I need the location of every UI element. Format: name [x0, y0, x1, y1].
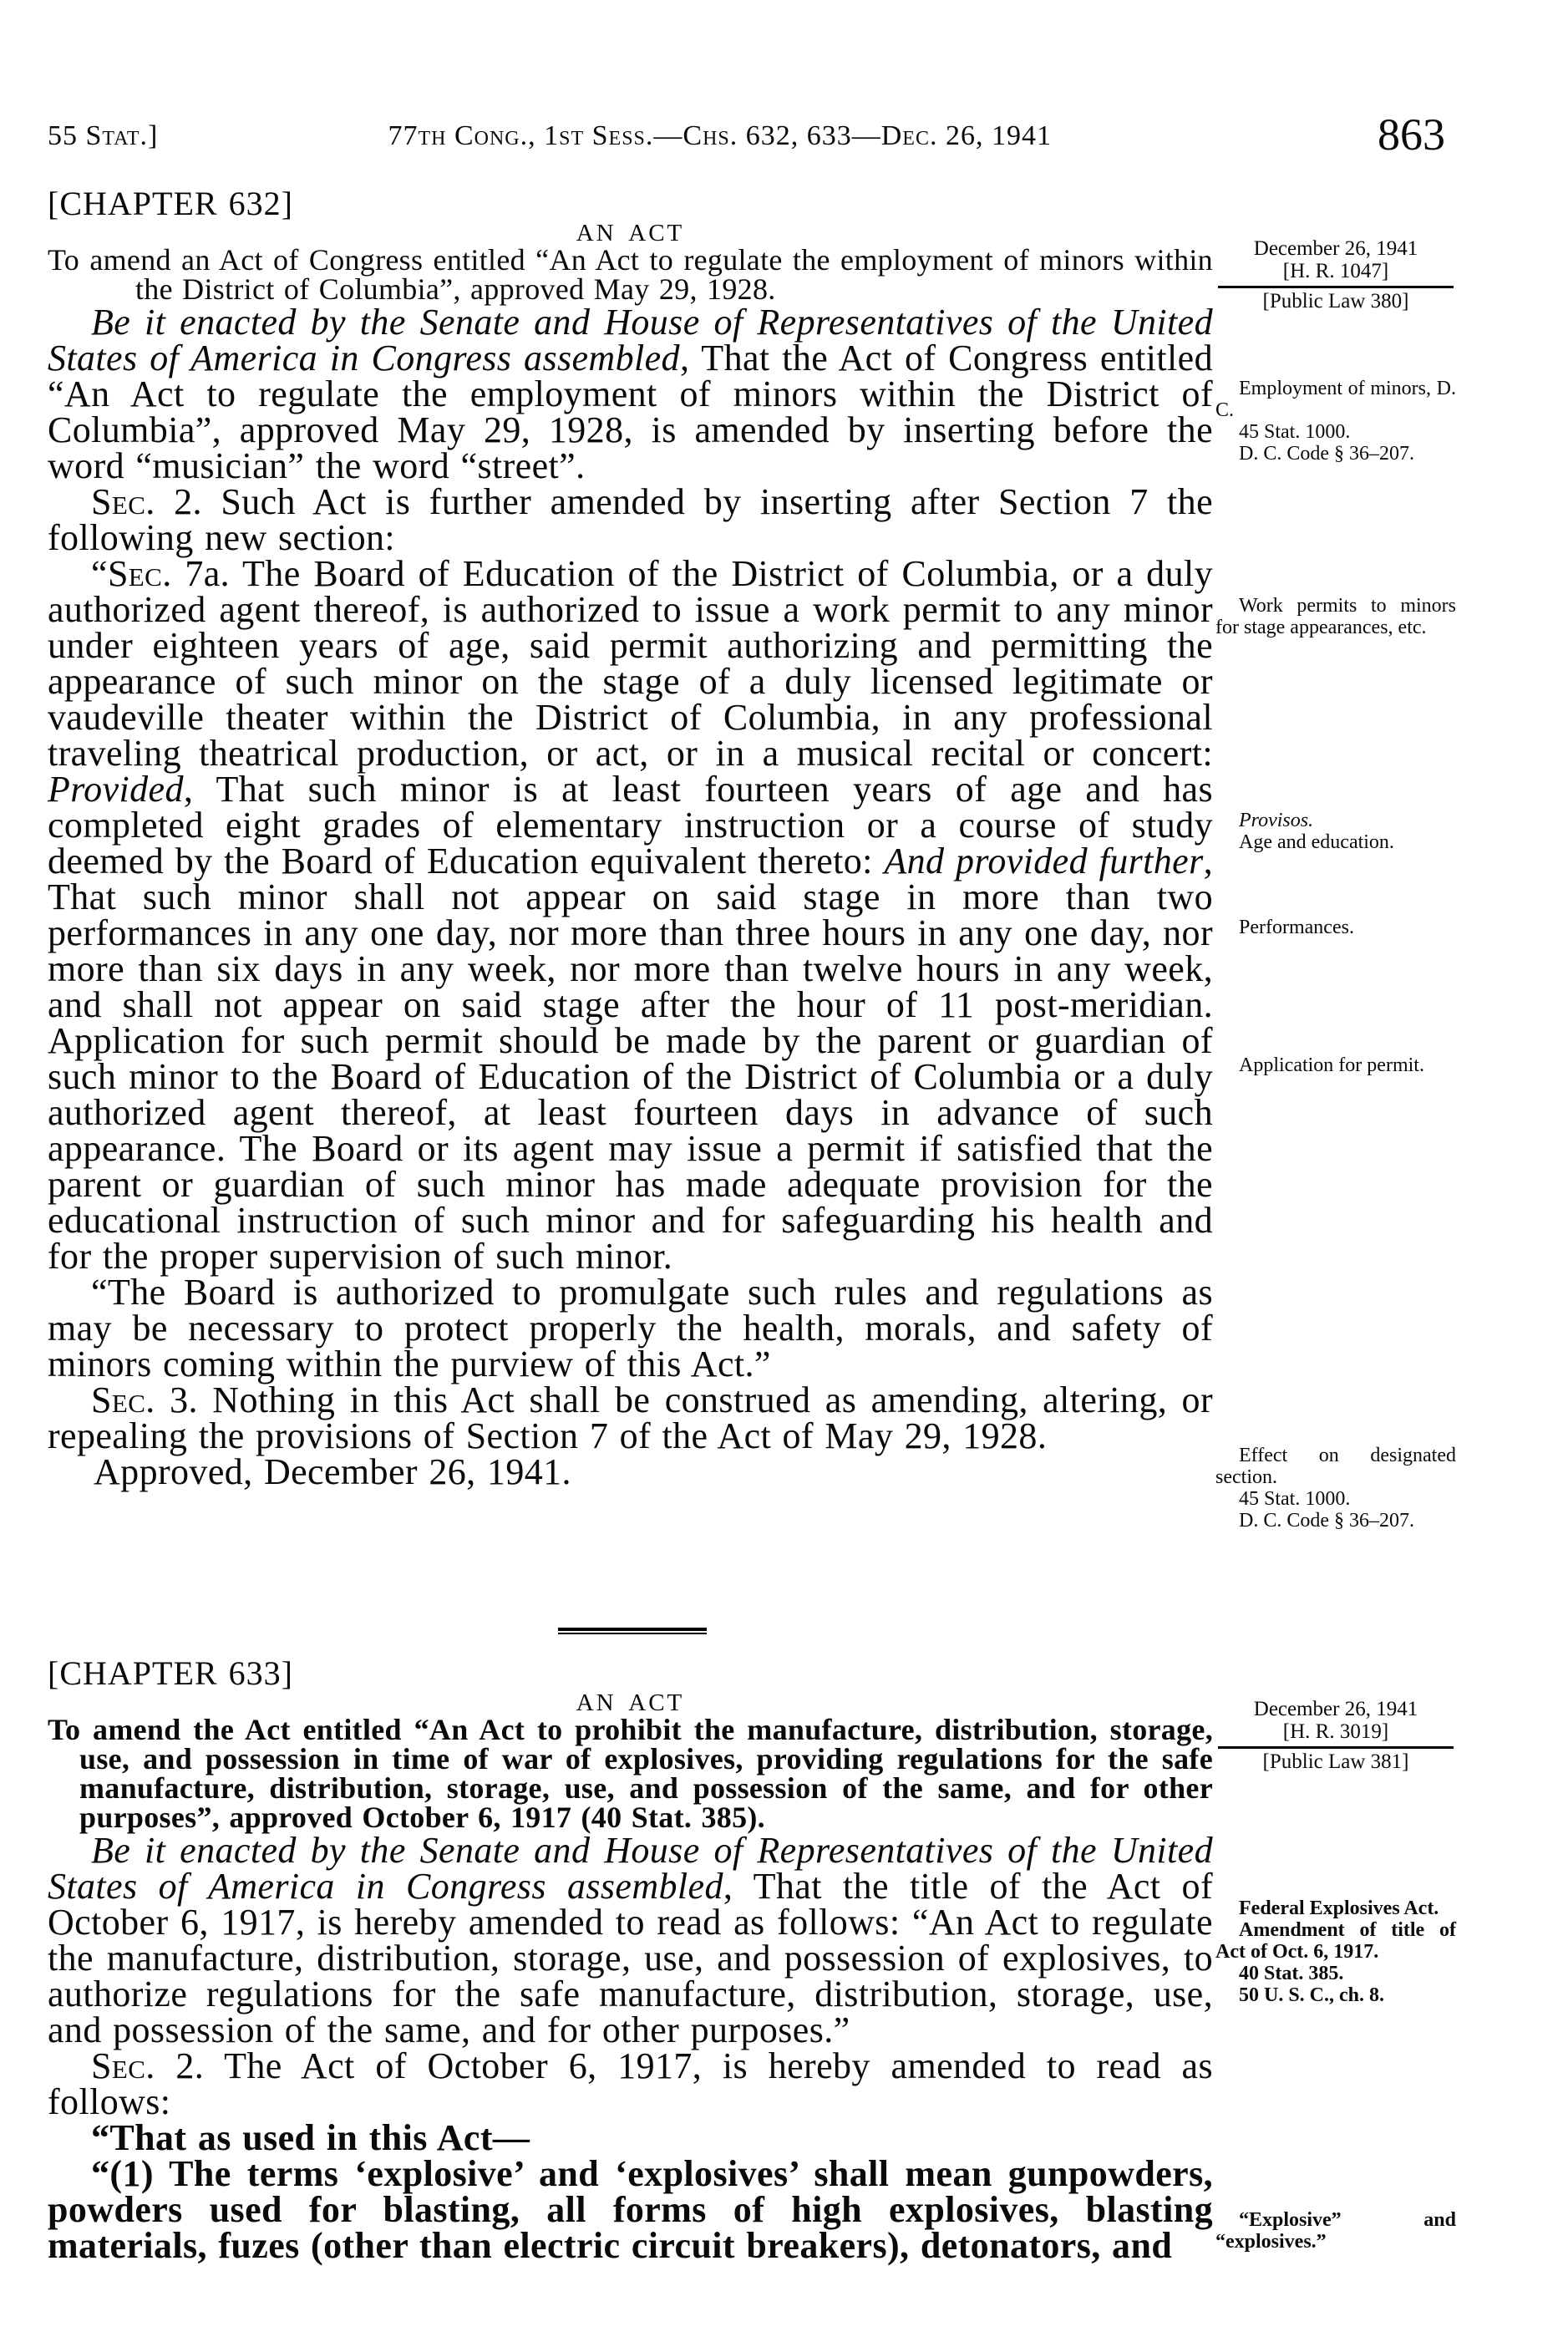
section-7a-text-c: , That such minor shall not appear on said stage in more than two performances in any one day, nor more than three hours in any one day, nor more than six days in any week, nor more than twelve hours in any week, and shall not appear on said stage after the hour of 11 post-meridian. Application for such permit should be made by the parent or guardian of such minor to the Board of Education of the District of Columbia or a duly authorized agent thereof, at least fourteen days in advance of such appearance. The Board or its agent may issue a permit if satisfied that the parent or guardian of such minor has made adequate provision for the educational instruction of such minor and for safeguarding his health and for the proper supervision of such minor. [48, 841, 1214, 1277]
chapter-label: [CHAPTER 632] [48, 185, 293, 222]
chapter-label: [CHAPTER 633] [48, 1654, 293, 1692]
margin-note-paragraph: Provisos. [1239, 810, 1314, 831]
enacting-text: , That the title of the Act of October 6, 1917, is hereby amended to read as follows: “An Act to regulate the manufacture, distribution, storage, use, and possession of explosives, to authorize regulations for the safe manufacture, distribution, storage, use, and possession of the same, and for other purposes.” [48, 1866, 1213, 2050]
margin-citation: 50 U. S. C., ch. 8. [1239, 1984, 1385, 2006]
enacting-text: , That the Act of Congress entitled “An Act to regulate the employment of minors within the District of Columbia”, approved May 29, 1928, is amended by inserting before the word “musician” the word “street”. [48, 338, 1213, 486]
enacting-formula: Be it enacted by the Senate and House of Representatives of the United States of America in Congress assembled [48, 1830, 1213, 1907]
public-law-number: [Public Law 380] [1262, 290, 1409, 312]
enacting-formula: Be it enacted by the Senate and House of Representatives of the United States of America in Congress assembled [48, 302, 1213, 378]
public-law-number: [Public Law 381] [1262, 1750, 1409, 1773]
act-heading: AN ACT [576, 220, 685, 246]
section-word: Sec. [91, 481, 155, 522]
section-2-paragraph [48, 2045, 1213, 2122]
margin-note-federal-explosives [1215, 1897, 1456, 2006]
margin-note-paragraph: Employment of minors, D. C. [1215, 378, 1456, 421]
definitions-lead-paragraph: “That as used in this Act— [91, 2117, 530, 2158]
approval-line: Approved, December 26, 1941. [94, 1451, 571, 1492]
margin-rule [1218, 1746, 1454, 1749]
margin-note-application [1215, 1054, 1456, 1076]
margin-rule [1218, 286, 1454, 288]
further-proviso-term: And provided further [884, 841, 1204, 881]
act-preamble: To amend the Act entitled “An Act to prohibit the manufacture, distribution, storage, use, and possession in time of war of explosives, providing regulations for the safe manufacture, distribution, storage, use, and possession of the same, and for other purposes”, approved October 6, 1917 (40 Stat. 385). [48, 1713, 1213, 1834]
margin-note-paragraph: Performances. [1239, 917, 1354, 938]
margin-note-paragraph: “Explosive” and “explosives.” [1215, 2209, 1456, 2253]
section-word: Sec. [91, 2045, 155, 2086]
margin-date-block-633 [1218, 1698, 1454, 1773]
margin-note-provisos [1215, 810, 1456, 853]
section-7a-text-a: 7a. The Board of Education of the District of Columbia, or a duly authorized agent thereof, is authorized to issue a work permit to any minor under eighteen years of age, said permit authorizing and permitting the appearance of such minor on the stage of a duly licensed legitimate or vaudeville theater within the District of Columbia, in any professional traveling theatrical production, or act, or in a musical recital or concert: [48, 553, 1213, 774]
margin-citation: 45 Stat. 1000. [1239, 421, 1351, 443]
chapter-632-section [48, 187, 1213, 1490]
margin-note-explosive-terms [1215, 2209, 1456, 2253]
section-7a-paragraph [48, 553, 1214, 1277]
date-line: December 26, 1941 [1253, 237, 1418, 260]
margin-citation: 45 Stat. 1000. [1239, 1488, 1351, 1510]
section-3-paragraph [48, 1379, 1213, 1456]
chapter-633-section [48, 1654, 1213, 2266]
section-2-text: 2. The Act of October 6, 1917, is hereby amended to read as follows: [48, 2045, 1213, 2122]
margin-note-paragraph: Age and education. [1239, 831, 1394, 853]
margin-note-effect [1215, 1445, 1456, 1532]
section-word: Sec. [107, 553, 172, 594]
chapter-divider [558, 1628, 707, 1634]
section-3-text: 3. Nothing in this Act shall be construed as amending, altering, or repealing the provisions of Section 7 of the Act of May 29, 1928. [48, 1379, 1213, 1456]
margin-note-work-permits [1215, 595, 1456, 638]
margin-note-paragraph: Application for permit. [1239, 1054, 1424, 1076]
bill-number: [H. R. 1047] [1282, 260, 1389, 282]
running-head: 77th Cong., 1st Sess.—Chs. 632, 633—Dec. 26, 1941 [388, 120, 1052, 151]
enacting-clause-paragraph [48, 304, 1213, 484]
act-heading: AN ACT [576, 1689, 685, 1716]
section-2-paragraph [48, 481, 1213, 558]
margin-note-paragraph: Federal Explosives Act. [1239, 1897, 1439, 1919]
section-7a-text-b: , That such minor is at least fourteen years of age and has completed eight grades of elementary instruction or a course of study deemed by the Board of Education equivalent thereto: [48, 769, 1213, 881]
date-line: December 26, 1941 [1253, 1698, 1418, 1720]
bill-number: [H. R. 3019] [1282, 1720, 1389, 1743]
margin-note-paragraph: Work permits to minors for stage appearances, etc. [1215, 595, 1456, 638]
act-preamble: To amend an Act of Congress entitled “An Act to regulate the employment of minors within the District of Columbia”, approved May 29, 1928. [48, 243, 1213, 306]
volume-ref: 55 Stat.] [48, 120, 159, 151]
definition-1-paragraph: “(1) The terms ‘explosive’ and ‘explosives’ shall mean gunpowders, powders used for blasting, all forms of high explosives, blasting materials, fuzes (other than electric circuit breakers), detonators, and [48, 2153, 1213, 2266]
margin-citation: D. C. Code § 36–207. [1239, 1510, 1414, 1532]
margin-citation: 40 Stat. 385. [1239, 1963, 1344, 1984]
page-header [48, 109, 1445, 165]
enacting-clause-paragraph [48, 1832, 1213, 2048]
open-quote: “ [91, 553, 108, 594]
margin-date-block-632 [1218, 237, 1454, 312]
section-2-text: 2. Such Act is further amended by inserting after Section 7 the following new section: [48, 481, 1213, 558]
proviso-term: Provided [48, 769, 184, 810]
margin-citation: D. C. Code § 36–207. [1239, 443, 1414, 465]
margin-note-paragraph: Amendment of title of Act of Oct. 6, 1917. [1215, 1919, 1456, 1963]
section-word: Sec. [91, 1379, 155, 1420]
page-number: 863 [1378, 109, 1445, 160]
margin-note-paragraph: Effect on designated section. [1215, 1445, 1456, 1488]
margin-note-employment [1215, 378, 1456, 465]
margin-note-performances [1215, 917, 1456, 938]
board-rules-paragraph: “The Board is authorized to promulgate such rules and regulations as may be necessary to protect properly the health, morals, and safety of minors coming within the purview of this Act.” [48, 1272, 1213, 1384]
